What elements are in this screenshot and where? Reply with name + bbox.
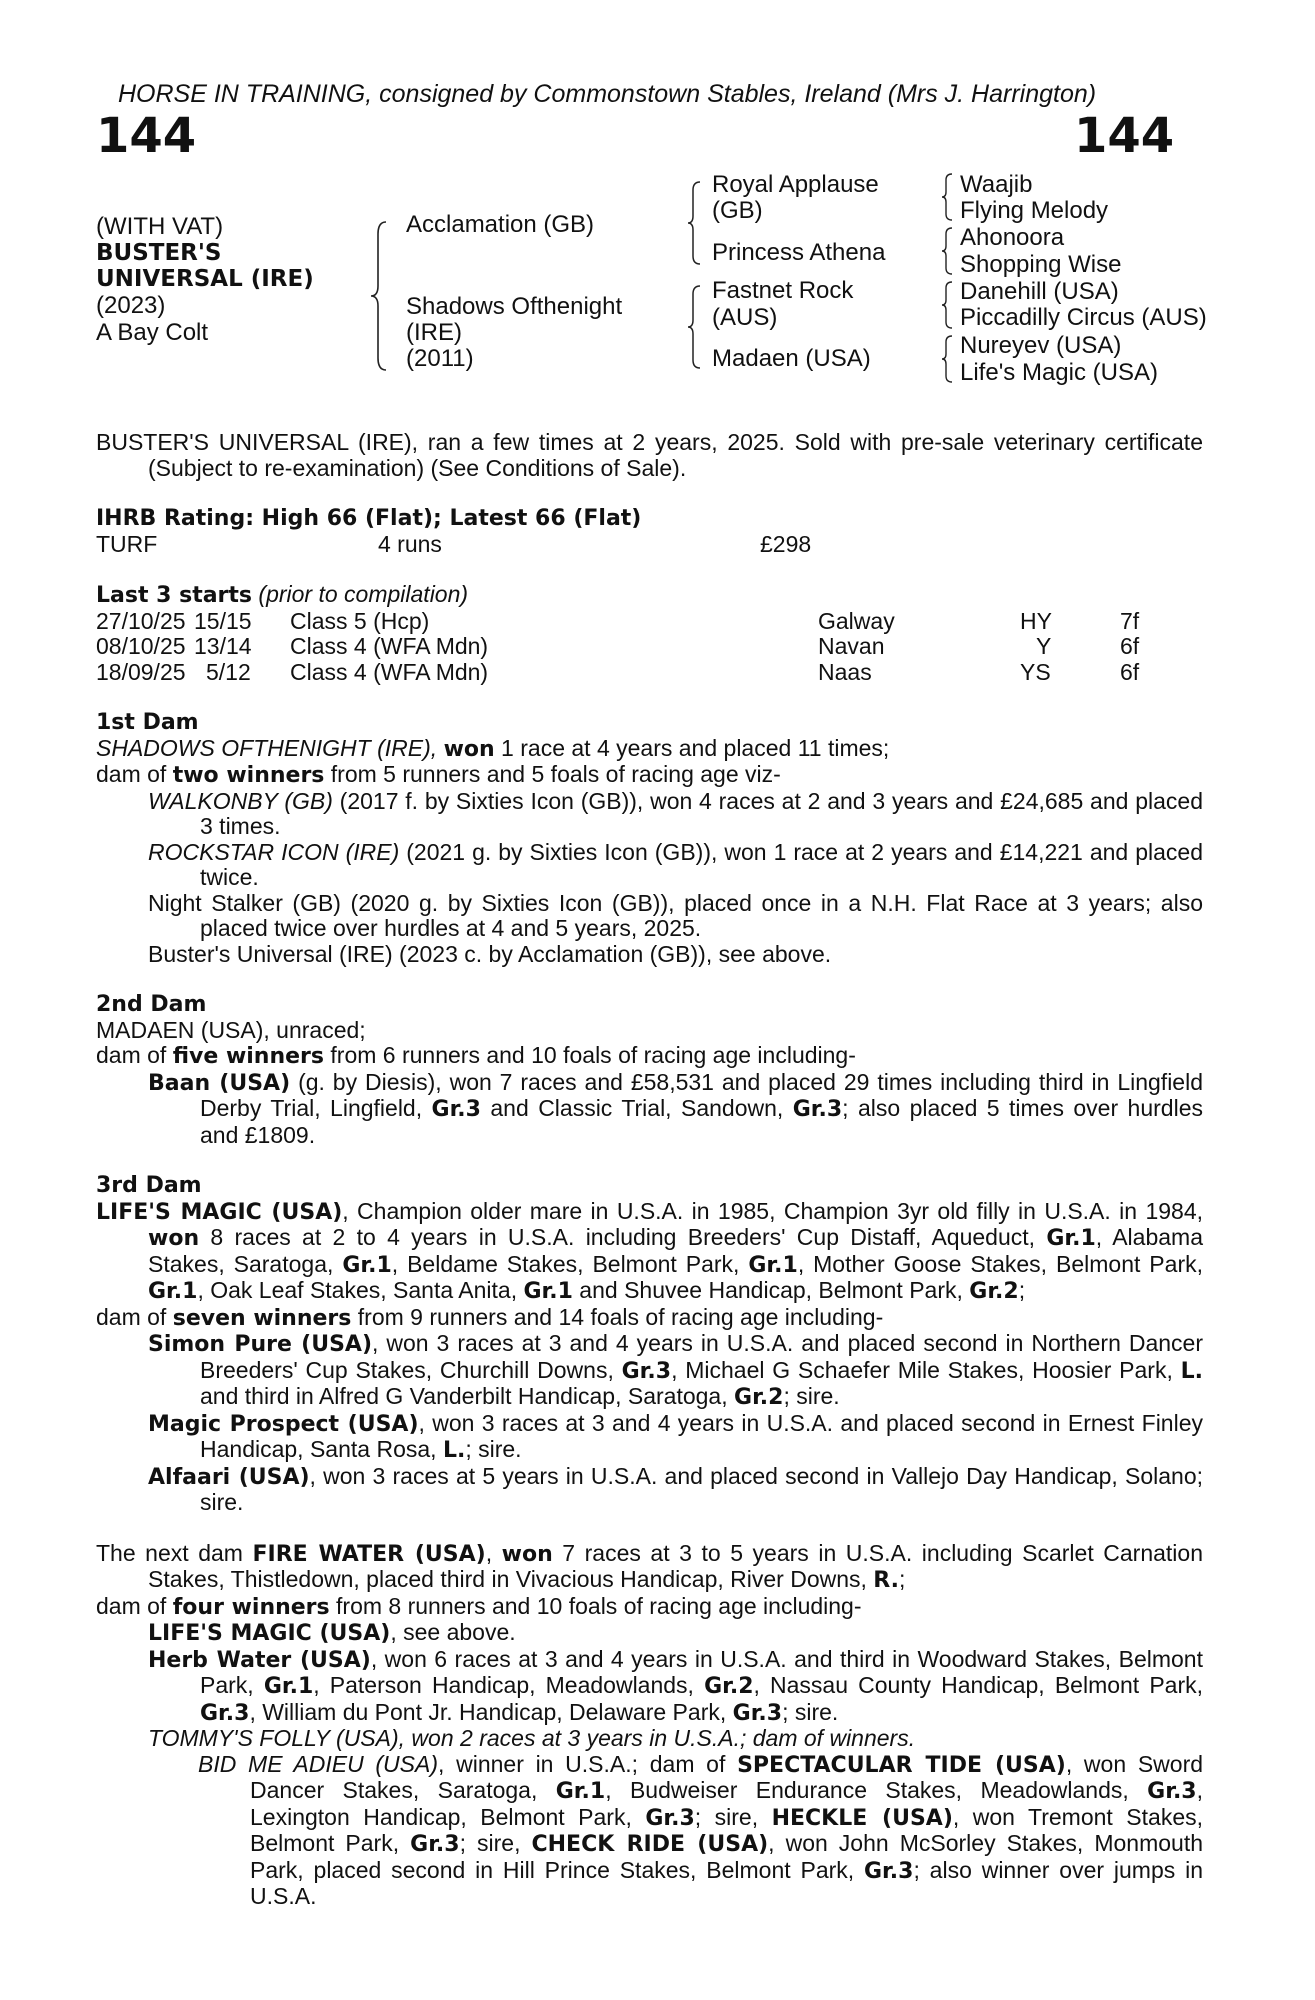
start-position: 13/14 <box>194 633 252 659</box>
progeny-text: , Paterson Handicap, Meadowlands, <box>313 1672 705 1698</box>
dam2-record: MADAEN (USA), unraced; <box>96 1016 366 1043</box>
dam3-winners: seven winners <box>172 1305 352 1331</box>
progeny-name: Alfaari (USA) <box>148 1464 310 1490</box>
lot-number-left: 144 <box>96 108 197 164</box>
dam2-title: 2nd Dam <box>96 992 207 1017</box>
dam-line1: Shadows Ofthenight <box>406 293 623 320</box>
grade-label: Gr.2 <box>969 1279 1019 1304</box>
pedigree-brace-gg4 <box>940 334 954 384</box>
dam1-record <box>96 736 1203 763</box>
horse-name-bold: SPECTACULAR TIDE (USA) <box>737 1752 1066 1778</box>
dam-sire-line1: Fastnet Rock <box>712 277 854 304</box>
next-dam-progeny-1 <box>96 1620 1203 1647</box>
progeny-text: , won 2 races at 3 years in U.S.A.; dam of winners. <box>398 1725 916 1751</box>
turf-runs: 4 runs <box>378 530 442 557</box>
dam2-dam-of-rest: from 6 runners and 10 foals of racing age including- <box>324 1042 856 1068</box>
progeny-text: , winner in U.S.A.; dam of <box>438 1750 738 1777</box>
pedigree-brace-gg2 <box>940 226 954 276</box>
sss: Waajib <box>960 171 1033 198</box>
grade-label: Gr.3 <box>645 1805 695 1831</box>
progeny-text: , Nassau County Handicap, Belmont Park, <box>753 1672 1204 1698</box>
horse-name-bold: HECKLE (USA) <box>771 1805 953 1831</box>
sire: Acclamation (GB) <box>406 211 595 238</box>
progeny-text: , won 3 races at 3 and 4 years in U.S.A. and placed second in Ernest Finley Handicap, Santa Rosa, <box>200 1409 1203 1462</box>
record-text: , Oak Leaf Stakes, Santa Anita, <box>197 1277 524 1303</box>
start-position: 5/12 <box>206 658 251 685</box>
pedigree-brace-sire <box>686 180 702 266</box>
sire-dam: Princess Athena <box>712 239 886 266</box>
record-text: , Mother Goose Stakes, Belmont Park, <box>797 1250 1203 1277</box>
grade-label: L. <box>442 1438 466 1463</box>
turf-label: TURF <box>96 530 158 557</box>
turf-row <box>96 532 1203 558</box>
record-text: 8 races at 2 to 4 years in U.S.A. including Breeders' Cup Distaff, Aqueduct, <box>199 1224 1047 1250</box>
progeny-text: , Michael G Schaefer Mile Stakes, Hoosier Park, <box>671 1356 1181 1383</box>
horse-name-line2: UNIVERSAL (IRE) <box>96 266 314 292</box>
last-starts-heading <box>96 582 1203 609</box>
grade-label: Gr.3 <box>732 1700 783 1726</box>
dam1-progeny-4: Buster's Universal (IRE) (2023 c. by Acclamation (GB)), see above. <box>148 940 832 967</box>
dam1-winners: two winners <box>172 763 325 788</box>
record-text: 7 races at 3 to 5 years in U.S.A. including Scarlet Carnation Stakes, Thistledown, placed third in Vivacious Handicap, River Downs, <box>148 1539 1203 1592</box>
progeny-text: ; sire. <box>782 1698 839 1725</box>
sds: Ahonoora <box>960 224 1065 251</box>
grade-label: Gr.3 <box>431 1097 481 1122</box>
start-course: Galway <box>818 607 895 634</box>
dam-line3: (2011) <box>406 345 474 372</box>
dam-line2: (IRE) <box>406 319 462 346</box>
progeny-text: and third in Alfred G Vanderbilt Handicap, Saratoga, <box>200 1383 735 1409</box>
record-text: ; <box>899 1566 906 1592</box>
progeny-text: ; also placed 5 times over hurdles and £1809. <box>200 1095 1203 1148</box>
start-course: Naas <box>818 658 872 685</box>
start-distance: 6f <box>1120 658 1140 685</box>
dam2-dam-of-pre: dam of <box>96 1042 173 1068</box>
next-dam-dam-of-rest: from 8 runners and 10 foals of racing age including- <box>329 1592 862 1619</box>
horse-name-bold: CHECK RIDE (USA) <box>531 1832 769 1857</box>
grade-label: Gr.1 <box>148 1279 198 1304</box>
won-label: won <box>148 1226 200 1251</box>
dam3-title: 3rd Dam <box>96 1173 202 1198</box>
dam3-progeny-3 <box>96 1464 1203 1516</box>
pedigree-brace-dam <box>686 284 702 370</box>
next-dam-progeny-4 <box>96 1752 1203 1910</box>
sire-sire-line1: Royal Applause <box>712 171 879 198</box>
grade-label: Gr.3 <box>621 1358 672 1384</box>
pedigree-brace-gg3 <box>940 280 954 330</box>
progeny-text: , won John McSorley Stakes, Monmouth Park, placed second in Hill Prince Stakes, Belmont Park, <box>250 1830 1204 1883</box>
progeny-text: and Classic Trial, Sandown, <box>480 1095 793 1121</box>
record-text: , Beldame Stakes, Belmont Park, <box>391 1250 749 1277</box>
dss: Danehill (USA) <box>960 278 1119 305</box>
page-header: HORSE IN TRAINING, consigned by Commonstown Stables, Ireland (Mrs J. Harrington) <box>118 80 1097 108</box>
last-starts-note: (prior to compilation) <box>258 581 469 607</box>
progeny-text: , won 3 races at 3 and 4 years in U.S.A. and placed second in Northern Dancer Breeders' Cup Stakes, Churchill Downs, <box>200 1330 1203 1383</box>
ihrb-rating: IHRB Rating: High 66 (Flat); Latest 66 (Flat) <box>96 506 642 531</box>
dsd: Piccadilly Circus (AUS) <box>960 304 1207 331</box>
dam3-progeny-1 <box>96 1331 1203 1411</box>
grade-label: Gr.3 <box>410 1832 460 1857</box>
progeny-text: ; sire, <box>694 1803 772 1830</box>
start-going: Y <box>1036 633 1052 659</box>
progeny-name: WALKONBY (GB) <box>148 787 333 814</box>
catalogue-content <box>96 430 1203 1910</box>
last-starts-table <box>96 609 1203 686</box>
progeny-text: , won Sword Dancer Stakes, Saratoga, <box>250 1750 1204 1803</box>
sdd: Shopping Wise <box>960 251 1122 278</box>
dam1-won: won <box>443 736 495 762</box>
progeny-text: (2021 g. by Sixties Icon (GB)), won 1 race at 2 years and £14,221 and placed twice. <box>200 838 1203 890</box>
dam1-dam-of <box>96 762 1203 789</box>
record-text: ; <box>1018 1277 1026 1303</box>
dam1-rest: 1 race at 4 years and placed 11 times; <box>494 734 890 761</box>
progeny-text: (2017 f. by Sixties Icon (GB)), won 4 races at 2 and 3 years and £24,685 and placed 3 times. <box>200 787 1203 839</box>
last-starts-title: Last 3 starts <box>96 583 253 608</box>
progeny-text: , won 3 races at 5 years in U.S.A. and placed second in Vallejo Day Handicap, Solano; sire. <box>200 1462 1204 1515</box>
grade-label: Gr.2 <box>704 1674 754 1699</box>
start-course: Navan <box>818 633 885 659</box>
sire-sire-line2: (GB) <box>712 197 763 224</box>
start-distance: 6f <box>1120 633 1140 659</box>
start-distance: 7f <box>1120 607 1140 634</box>
grade-label: Gr.3 <box>1147 1779 1197 1804</box>
start-going: HY <box>1020 607 1052 634</box>
progeny-text: (g. by Diesis), won 7 races and £58,531 and placed 29 times including third in Lingfield Derby Trial, Lingfield, <box>200 1068 1203 1121</box>
progeny-name: Simon Pure (USA) <box>148 1332 372 1357</box>
progeny-text: , won Tremont Stakes, Belmont Park, <box>250 1803 1204 1856</box>
won-label: won <box>501 1541 553 1567</box>
progeny-text: , see above. <box>390 1619 516 1645</box>
start-race: Class 5 (Hcp) <box>290 607 430 634</box>
grade-label: Gr.1 <box>263 1674 314 1699</box>
lot-number-right: 144 <box>1074 108 1175 164</box>
intro-paragraph: BUSTER'S UNIVERSAL (IRE), ran a few times at 2 years, 2025. Sold with pre-sale veterinary certificate (Subject to re-examination) (See Conditions of Sale). <box>96 429 1203 481</box>
dam3-dam-of <box>96 1305 1203 1332</box>
start-position: 15/15 <box>194 607 252 634</box>
start-going: YS <box>1020 658 1051 685</box>
next-dam-progeny-2 <box>96 1647 1203 1727</box>
grade-label: Gr.1 <box>523 1279 573 1304</box>
progeny-name: TOMMY'S FOLLY (USA) <box>148 1725 399 1751</box>
dam3-progeny-2 <box>96 1411 1203 1464</box>
dam1-name: SHADOWS OFTHENIGHT (IRE), <box>96 734 438 761</box>
record-text: , <box>485 1539 502 1566</box>
ssd: Flying Melody <box>960 197 1109 224</box>
grade-label: Gr.1 <box>555 1779 606 1804</box>
start-row <box>96 634 1203 660</box>
progeny-name: BID ME ADIEU (USA) <box>198 1750 439 1777</box>
dam1-progeny-3: Night Stalker (GB) (2020 g. by Sixties Icon (GB)), placed once in a N.H. Flat Race at 3 years; also placed twice over hurdles at 4 and 5 years, 2025. <box>148 889 1203 941</box>
progeny-name: Baan (USA) <box>148 1070 291 1096</box>
horse-year: (2023) <box>96 292 166 319</box>
dam3-name: LIFE'S MAGIC (USA) <box>96 1199 343 1225</box>
progeny-text: ; also winner over jumps in U.S.A. <box>250 1856 1203 1909</box>
grade-label: Gr.2 <box>734 1385 784 1410</box>
dam-sire-line2: (AUS) <box>712 304 778 331</box>
ddd: Life's Magic (USA) <box>960 359 1158 386</box>
progeny-text: , William du Pont Jr. Handicap, Delaware Park, <box>249 1698 733 1725</box>
grade-label: Gr.3 <box>200 1700 250 1726</box>
progeny-text: ; sire. <box>465 1436 522 1462</box>
next-dam-dam-of <box>96 1594 1203 1621</box>
start-row <box>96 609 1203 635</box>
dam1-dam-of-rest: from 5 runners and 5 foals of racing age viz- <box>324 761 781 787</box>
start-date: 18/09/25 <box>96 658 186 685</box>
turf-earnings: £298 <box>760 530 812 557</box>
dds: Nureyev (USA) <box>960 332 1122 359</box>
record-text: The next dam <box>96 1539 253 1566</box>
progeny-name: LIFE'S MAGIC (USA) <box>148 1621 391 1646</box>
next-dam-record <box>96 1541 1203 1594</box>
next-dam-name: FIRE WATER (USA) <box>252 1541 486 1567</box>
dam2-progeny-1 <box>96 1070 1203 1149</box>
progeny-text: ; sire, <box>459 1830 532 1856</box>
next-dam-winners: four winners <box>172 1594 330 1620</box>
grade-label: R. <box>873 1568 900 1593</box>
next-dam-progeny-3 <box>96 1726 1203 1752</box>
progeny-text: , won 6 races at 3 and 4 years in U.S.A. and third in Woodward Stakes, Belmont Park, <box>200 1645 1203 1698</box>
dam3-dam-of-pre: dam of <box>96 1303 173 1330</box>
progeny-text: , Lexington Handicap, Belmont Park, <box>250 1777 1203 1830</box>
next-dam-dam-of-pre: dam of <box>96 1592 173 1619</box>
start-date: 08/10/25 <box>96 633 186 659</box>
dam1-progeny-1 <box>96 789 1203 840</box>
start-race: Class 4 (WFA Mdn) <box>290 658 489 685</box>
start-race: Class 4 (WFA Mdn) <box>290 633 489 659</box>
dam3-dam-of-rest: from 9 runners and 14 foals of racing age including- <box>351 1303 884 1330</box>
grade-label: Gr.1 <box>1046 1226 1096 1251</box>
dam2-winners: five winners <box>172 1044 325 1069</box>
pedigree-brace-gg1 <box>940 172 954 222</box>
pedigree-brace-main <box>369 220 389 372</box>
with-vat: (WITH VAT) <box>96 213 224 240</box>
dam2-dam-of <box>96 1043 1203 1070</box>
record-text: , Alabama Stakes, Saratoga, <box>148 1224 1203 1277</box>
dam1-dam-of-pre: dam of <box>96 761 173 787</box>
progeny-text: , Budweiser Endurance Stakes, Meadowlands, <box>605 1777 1148 1803</box>
start-date: 27/10/25 <box>96 607 186 634</box>
dam1-title: 1st Dam <box>96 710 199 735</box>
record-text: , Champion older mare in U.S.A. in 1985, Champion 3yr old filly in U.S.A. in 1984, <box>342 1197 1203 1224</box>
record-text: and Shuvee Handicap, Belmont Park, <box>572 1277 970 1303</box>
grade-label: Gr.1 <box>342 1252 392 1278</box>
grade-label: Gr.3 <box>792 1097 843 1122</box>
progeny-name: ROCKSTAR ICON (IRE) <box>148 838 400 865</box>
dam1-progeny-2 <box>96 840 1203 891</box>
grade-label: Gr.3 <box>864 1858 914 1884</box>
grade-label: L. <box>1180 1358 1203 1384</box>
dam3-record <box>96 1199 1203 1305</box>
progeny-name: Herb Water (USA) <box>148 1647 371 1673</box>
dam-dam: Madaen (USA) <box>712 345 871 372</box>
progeny-text: ; sire. <box>783 1383 840 1409</box>
grade-label: Gr.1 <box>748 1252 798 1278</box>
horse-name-line1: BUSTER'S <box>96 240 222 266</box>
start-row <box>96 660 1203 686</box>
horse-description: A Bay Colt <box>96 319 209 346</box>
progeny-name: Magic Prospect (USA) <box>148 1411 419 1437</box>
